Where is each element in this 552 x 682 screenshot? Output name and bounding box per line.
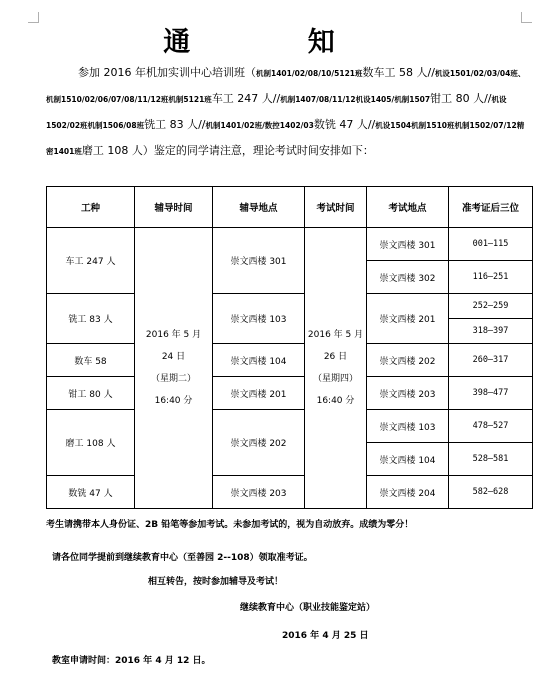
exam-time-cell [305, 228, 367, 509]
intro-paragraph [46, 60, 530, 164]
ticket-range-cell: 398—477 [449, 377, 533, 410]
intro-classes-2: 机设1501/02/03/04班、机制1510/02/06/07/08/11/12班机制5121班 [46, 69, 526, 104]
exam-place-cell: 崇文西楼 202 [367, 344, 449, 377]
admission-ticket-note: 请各位同学提前到继续教育中心（至善园 2--108）领取准考证。 [52, 553, 313, 563]
table-row [47, 294, 533, 319]
tutor-date-line: 2016 年 5 月 [145, 330, 202, 340]
tutor-weekday-line: （星期二） [150, 374, 196, 384]
intro-classes-6: 机设1504机制1510班机制1502/07/12精密1401班 [46, 121, 525, 156]
room-request-date: 教室申请时间：2016 年 4 月 12 日。 [52, 656, 211, 666]
table-row [47, 476, 533, 509]
exam-clock-line: 16:40 分 [316, 396, 355, 406]
issue-date: 2016 年 4 月 25 日 [282, 631, 369, 641]
ticket-range-cell: 001—115 [449, 228, 533, 261]
intro-text-1: 参加 2016 年机加实训中心培训班（ [78, 66, 256, 79]
tutor-place-cell: 崇文西楼 103 [213, 294, 305, 344]
table-row [47, 377, 533, 410]
trade-cell: 磨工 108 人 [47, 410, 135, 476]
tutor-clock-line: 16:40 分 [154, 396, 193, 406]
intro-text-2: 数车工 58 人// [362, 66, 435, 79]
ticket-range-cell: 582—628 [449, 476, 533, 509]
tutor-time-cell [135, 228, 213, 509]
exam-place-cell: 崇文西楼 204 [367, 476, 449, 509]
ticket-range-cell: 528—581 [449, 443, 533, 476]
exam-place-cell: 崇文西楼 201 [367, 294, 449, 344]
exam-place-cell: 崇文西楼 104 [367, 443, 449, 476]
ticket-range-cell: 318—397 [449, 319, 533, 344]
exam-place-cell: 崇文西楼 302 [367, 261, 449, 294]
trade-cell: 铣工 83 人 [47, 294, 135, 344]
intro-classes-1: 机制1401/02/08/10/5121班 [256, 69, 363, 78]
ticket-range-cell: 252—259 [449, 294, 533, 319]
trade-cell: 车工 247 人 [47, 228, 135, 294]
exam-date-line: 2016 年 5 月 [307, 330, 364, 340]
tutor-place-cell: 崇文西楼 202 [213, 410, 305, 476]
table-header-row [47, 187, 533, 228]
ticket-range-cell: 478—527 [449, 410, 533, 443]
trade-cell: 钳工 80 人 [47, 377, 135, 410]
exam-place-cell: 崇文西楼 103 [367, 410, 449, 443]
table-row [47, 410, 533, 443]
table-row [47, 228, 533, 261]
exam-schedule-table [46, 186, 533, 509]
header-trade: 工种 [47, 187, 135, 228]
page-title: 通 知 [163, 27, 389, 58]
intro-text-3: 车工 247 人// [211, 92, 281, 105]
header-tutor-time: 辅导时间 [135, 187, 213, 228]
exam-place-cell: 崇文西楼 301 [367, 228, 449, 261]
intro-text-5: 铣工 83 人// [144, 118, 206, 131]
tutor-place-cell: 崇文西楼 104 [213, 344, 305, 377]
issuer-signature: 继续教育中心（职业技能鉴定站） [240, 603, 376, 613]
trade-cell: 数车 58 [47, 344, 135, 377]
exam-weekday-line: （星期四） [312, 374, 358, 384]
reminder-note: 相互转告，按时参加辅导及考试！ [148, 577, 284, 587]
intro-text-4: 钳工 80 人// [430, 92, 492, 105]
trade-cell: 数铣 47 人 [47, 476, 135, 509]
header-exam-time: 考试时间 [305, 187, 367, 228]
ticket-range-cell: 116—251 [449, 261, 533, 294]
exam-rules-note: 考生请携带本人身份证、2B 铅笔等参加考试。未参加考试的，视为自动放弃。成绩为零分！ [46, 520, 414, 530]
exam-day-line: 26 日 [323, 352, 348, 362]
tutor-day-line: 24 日 [161, 352, 186, 362]
tutor-place-cell: 崇文西楼 301 [213, 228, 305, 294]
exam-place-cell: 崇文西楼 203 [367, 377, 449, 410]
header-ticket-digits: 准考证后三位 [449, 187, 533, 228]
table-row [47, 344, 533, 377]
tutor-place-cell: 崇文西楼 201 [213, 377, 305, 410]
ticket-range-cell: 260—317 [449, 344, 533, 377]
intro-classes-5: 机制1401/02班/数控1402/03 [205, 121, 314, 130]
header-tutor-place: 辅导地点 [213, 187, 305, 228]
intro-classes-3: 机制1407/08/11/12机设1405/机制1507 [280, 95, 431, 104]
intro-text-6: 数铣 47 人// [313, 118, 376, 131]
header-exam-place: 考试地点 [367, 187, 449, 228]
tutor-place-cell: 崇文西楼 203 [213, 476, 305, 509]
intro-classes-4: 机设1502/02班机制1506/08班 [46, 95, 507, 130]
intro-text-7: 磨工 108 人）鉴定的同学请注意，理论考试时间安排如下： [81, 144, 374, 157]
